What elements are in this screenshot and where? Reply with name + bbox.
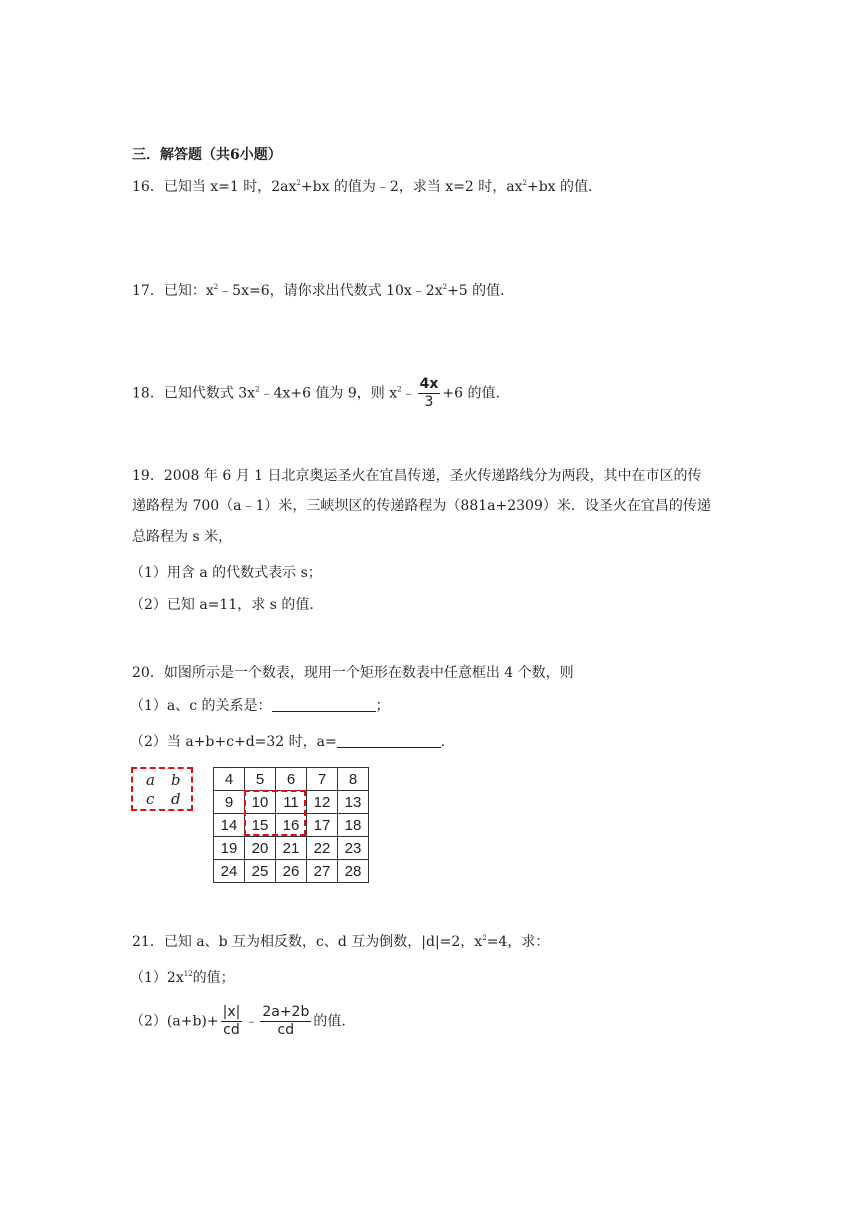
- q21-exponent: 2: [482, 934, 487, 942]
- q19-line-2: 递路程为 700（a﹣1）米，三峡坝区的传递路程为（881a+2309）米．设圣火在宜昌的传递: [132, 498, 711, 514]
- q20-line-1: 20．如图所示是一个数表，现用一个矩形在数表中任意框出 4 个数，则: [132, 665, 574, 681]
- table-cell: 14: [214, 814, 245, 837]
- q16-text-c: +bx 的值.: [526, 179, 593, 195]
- table-cell: 4: [214, 768, 245, 791]
- q21-sub1-exponent: 12: [183, 970, 193, 978]
- q16-exponent-2: 2: [522, 179, 527, 187]
- table-cell: 26: [276, 860, 307, 883]
- q19-sub-1: （1）用含 a 的代数式表示 s；: [130, 565, 322, 581]
- question-18: [132, 376, 500, 411]
- variable-legend-box: [131, 767, 193, 811]
- section-title: 三．解答题（共6小题）: [132, 147, 282, 163]
- q20-sub2-end: .: [440, 734, 446, 750]
- q17-text-c: +5 的值.: [447, 283, 505, 299]
- question-16: [132, 178, 592, 196]
- q21-sub1-end: 的值；: [192, 970, 235, 986]
- q20-sub1-text: （1）a、c 的关系是：: [130, 698, 272, 714]
- table-cell: 12: [307, 791, 338, 814]
- table-cell: 17: [307, 814, 338, 837]
- table-cell: 13: [338, 791, 369, 814]
- table-cell: 20: [245, 837, 276, 860]
- legend-c: c: [146, 790, 155, 808]
- q18-text-d: +6 的值.: [442, 385, 500, 402]
- q17-exponent-2: 2: [442, 283, 448, 291]
- q21-text-b: =4，求：: [486, 934, 550, 950]
- q21-sub-2: [130, 1004, 346, 1039]
- q21-fraction-1: [221, 1004, 243, 1039]
- table-cell: 25: [245, 860, 276, 883]
- table-cell: 22: [307, 837, 338, 860]
- q16-text-a: 16．已知当 x=1 时，2ax: [132, 179, 297, 195]
- q21-fraction-2: [260, 1004, 311, 1039]
- answer-blank-2[interactable]: [337, 733, 441, 748]
- table-cell: 18: [338, 814, 369, 837]
- table-cell: 27: [307, 860, 338, 883]
- table-cell: 7: [307, 768, 338, 791]
- table-cell: 10: [245, 791, 276, 814]
- q20-sub1-end: ；: [375, 698, 390, 714]
- q17-exponent-1: 2: [213, 283, 219, 291]
- table-cell: 15: [245, 814, 276, 837]
- question-17: [132, 282, 505, 300]
- q20-sub-2: [130, 733, 445, 751]
- table-cell: 19: [214, 837, 245, 860]
- q16-exponent-1: 2: [296, 179, 301, 187]
- selection-rectangle: [244, 790, 306, 836]
- table-cell: 24: [214, 860, 245, 883]
- q18-fraction-denominator: 3: [424, 394, 434, 410]
- q18-exponent-1: 2: [255, 385, 260, 394]
- q21-fraction-2-denominator: cd: [277, 1022, 295, 1038]
- q17-text-b: ﹣5x=6，请你求出代数式 10x﹣2x: [218, 283, 443, 299]
- q18-fraction-numerator: 4x: [419, 376, 439, 392]
- q19-line-1: 19．2008 年 6 月 1 日北京奥运圣火在宜昌传递，圣火传递路线分为两段，其中在市区的传: [132, 468, 702, 484]
- q21-fraction-2-numerator: 2a+2b: [262, 1004, 310, 1020]
- table-cell: 21: [276, 837, 307, 860]
- q17-text-a: 17．已知：x: [132, 283, 214, 299]
- q20-sub2-text: （2）当 a+b+c+d=32 时，a=: [130, 734, 337, 750]
- q21-sub2-end: 的值.: [313, 1013, 346, 1030]
- q18-text-b: ﹣4x+6 值为 9，则 x: [259, 385, 398, 402]
- q21-minus: ﹣: [244, 1013, 259, 1030]
- q18-text-a: 18．已知代数式 3x: [132, 385, 256, 402]
- legend-b: b: [171, 771, 181, 789]
- table-row: [214, 860, 369, 883]
- q20-sub-1: [130, 697, 390, 715]
- q21-fraction-1-denominator: cd: [223, 1022, 240, 1038]
- q21-fraction-1-numerator: |x|: [222, 1004, 241, 1020]
- table-cell: 28: [338, 860, 369, 883]
- table-cell: 8: [338, 768, 369, 791]
- table-cell: 11: [276, 791, 307, 814]
- q18-exponent-2: 2: [397, 385, 402, 394]
- q18-fraction: [418, 376, 441, 411]
- q21-sub1-text: （1）2x: [130, 970, 184, 986]
- table-cell: 23: [338, 837, 369, 860]
- q19-sub-2: （2）已知 a=11，求 s 的值.: [130, 597, 314, 613]
- table-row: [214, 768, 369, 791]
- q16-text-b: +bx 的值为﹣2，求当 x=2 时，ax: [300, 179, 523, 195]
- table-cell: 6: [276, 768, 307, 791]
- table-cell: 9: [214, 791, 245, 814]
- question-21: [132, 933, 549, 951]
- answer-blank-1[interactable]: [272, 697, 376, 712]
- table-cell: 16: [276, 814, 307, 837]
- q21-sub2-text: （2）(a+b)+: [130, 1013, 219, 1030]
- q21-sub-1: [130, 969, 235, 987]
- legend-a: a: [146, 771, 155, 789]
- q18-minus: ﹣: [401, 385, 416, 402]
- table-cell: 5: [245, 768, 276, 791]
- legend-d: d: [171, 790, 181, 808]
- q21-text-a: 21．已知 a、b 互为相反数，c、d 互为倒数，|d|=2，x: [132, 934, 483, 950]
- table-row: [214, 837, 369, 860]
- q19-line-3: 总路程为 s 米，: [132, 529, 233, 545]
